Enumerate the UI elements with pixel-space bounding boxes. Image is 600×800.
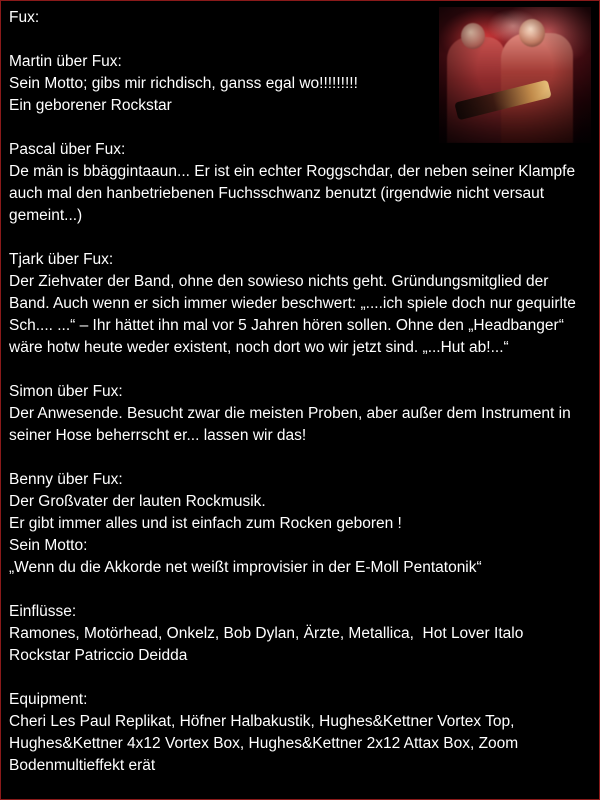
section-line: Der Ziehvater der Band, ohne den sowieso nichts geht. Gründungsmitglied der	[9, 273, 549, 290]
section-line: Ramones, Motörhead, Onkelz, Bob Dylan, Ärzte, Metallica, Hot Lover Italo	[9, 625, 524, 642]
spacer	[9, 667, 593, 689]
page-title: Fux:	[9, 9, 40, 26]
section-line: Cheri Les Paul Replikat, Höfner Halbakustik, Hughes&Kettner Vortex Top,	[9, 713, 515, 730]
spacer	[9, 117, 593, 139]
section-line: Rockstar Patriccio Deidda	[9, 647, 188, 664]
section-line: Sch.... ...“ – Ihr hättet ihn mal vor 5 Jahren hören sollen. Ohne den „Headbanger“	[9, 317, 564, 334]
section-line: De män is bbäggintaaun... Er ist ein echter Roggschdar, der neben seiner Klampfe	[9, 163, 576, 180]
section-line: Ein geborener Rockstar	[9, 97, 172, 114]
section-line: Der Großvater der lauten Rockmusik.	[9, 493, 266, 510]
section-heading: Simon über Fux:	[9, 383, 123, 400]
section-heading: Equipment:	[9, 691, 88, 708]
section-line: Sein Motto:	[9, 537, 88, 554]
section-equipment	[9, 689, 593, 777]
section-heading: Einflüsse:	[9, 603, 77, 620]
section-line: Bodenmultieffekt erät	[9, 757, 156, 774]
section-heading: Benny über Fux:	[9, 471, 123, 488]
section-line: seiner Hose beherrscht er... lassen wir das!	[9, 427, 307, 444]
section-line: Hughes&Kettner 4x12 Vortex Box, Hughes&Kettner 2x12 Attax Box, Zoom	[9, 735, 519, 752]
section-tjark	[9, 249, 593, 359]
section-heading: Martin über Fux:	[9, 53, 122, 70]
section-line: „Wenn du die Akkorde net weißt improvisier in der E-Moll Pentatonik“	[9, 559, 482, 576]
section-heading: Tjark über Fux:	[9, 251, 114, 268]
spacer	[9, 227, 593, 249]
section-benny	[9, 469, 593, 579]
spacer	[9, 579, 593, 601]
spacer	[9, 447, 593, 469]
section-line: wäre hotw heute weder existent, noch dort wo wir jetzt sind. „...Hut ab!...“	[9, 339, 509, 356]
section-heading: Pascal über Fux:	[9, 141, 126, 158]
spacer	[9, 359, 593, 381]
spacer	[9, 29, 593, 51]
section-simon	[9, 381, 593, 447]
section-pascal	[9, 139, 593, 227]
section-line: Er gibt immer alles und ist einfach zum Rocken geboren !	[9, 515, 402, 532]
section-line: Sein Motto; gibs mir richdisch, ganss egal wo!!!!!!!!!	[9, 75, 358, 92]
section-line: gemeint...)	[9, 207, 83, 224]
section-martin	[9, 51, 593, 117]
section-einfluesse	[9, 601, 593, 667]
section-line: auch mal den hanbetriebenen Fuchsschwanz benutzt (irgendwie nicht versaut	[9, 185, 545, 202]
section-line: Der Anwesende. Besucht zwar die meisten Proben, aber außer dem Instrument in	[9, 405, 571, 422]
text-content	[9, 7, 593, 777]
section-line: Band. Auch wenn er sich immer wieder beschwert: „....ich spiele doch nur gequirlte	[9, 295, 576, 312]
